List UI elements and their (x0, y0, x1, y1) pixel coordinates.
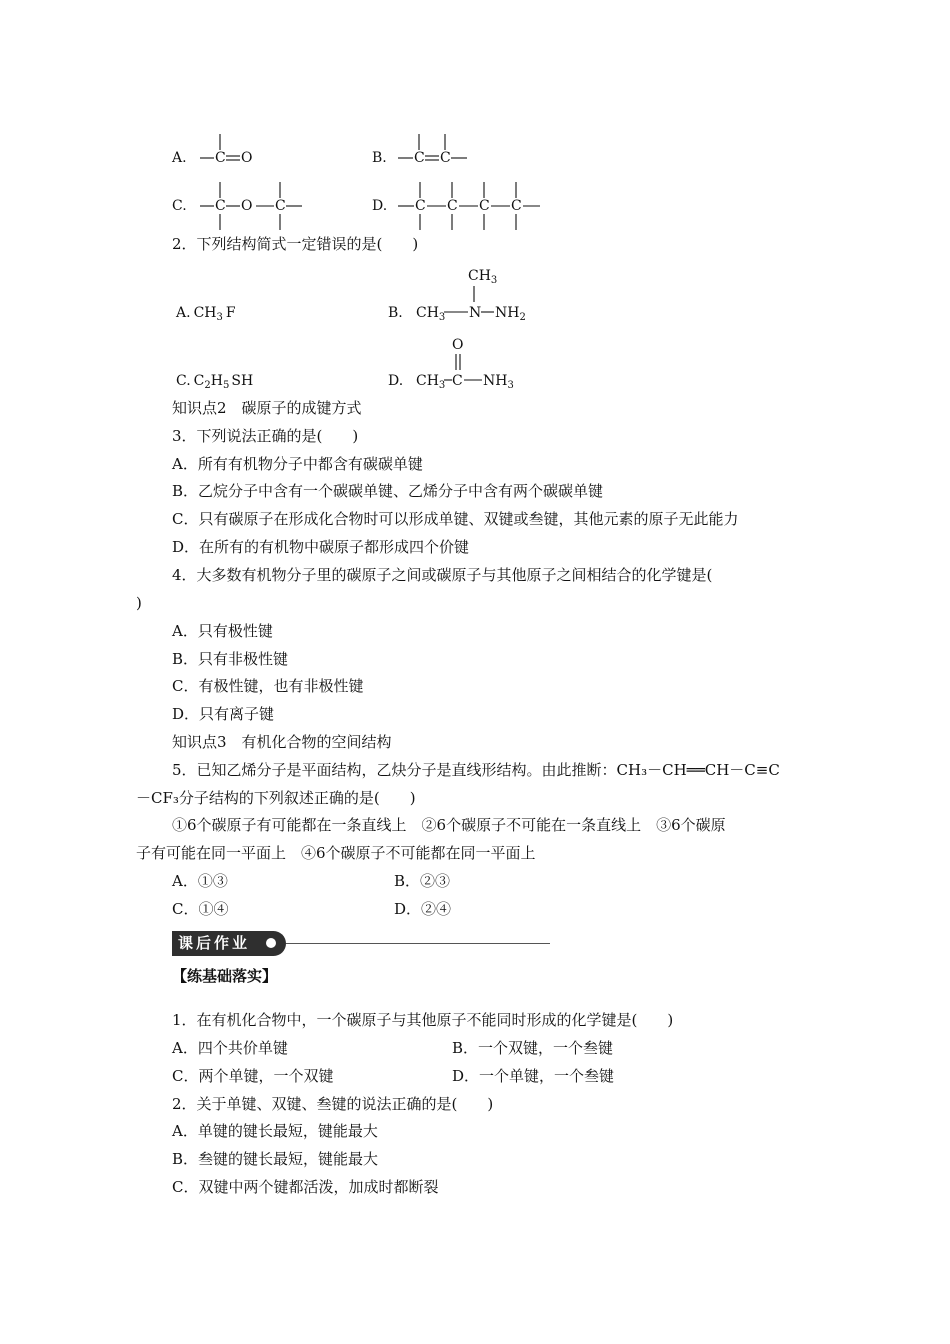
homework-title: 课后作业 (178, 934, 251, 952)
svg-text:C: C (215, 198, 226, 214)
q4-option-d: D．只有离子键 (172, 705, 275, 723)
svg-text:C: C (414, 150, 425, 166)
hw-q2-option-b: B．叁键的键长最短，键能最大 (172, 1150, 379, 1168)
svg-text:C: C (275, 198, 286, 214)
q4-option-a: A．只有极性键 (172, 622, 273, 640)
svg-text:A.CH3F: A. $CH_3$ F (176, 305, 236, 323)
q5-stem-line2: －CF₃分子结构的下列叙述正确的是( ) (136, 789, 416, 807)
q3-option-b: B．乙烷分子中含有一个碳碳单键、乙烯分子中含有两个碳碳单键 (172, 482, 604, 500)
q4-stem-line1: 4．大多数有机物分子里的碳原子之间或碳原子与其他原子之间相结合的化学键是( (172, 566, 713, 584)
q3-stem: 3．下列说法正确的是( ) (172, 427, 359, 445)
hw-q1-option-d: D．一个单键，一个叁键 (452, 1067, 615, 1085)
q2-stem: 2．下列结构简式一定错误的是( ) (172, 235, 419, 253)
q5-option-b: B．②③ (394, 872, 451, 890)
svg-text:C: C (215, 150, 226, 166)
q5-option-d: D．②④ (394, 900, 452, 918)
q5-statements-line1: ①6个碳原子有可能都在一条直线上 ②6个碳原子不可能在一条直线上 ③6个碳原 (172, 816, 726, 834)
svg-text:NH3: $NH_3$ (483, 373, 514, 391)
q1-a-label: A. (172, 150, 187, 166)
knowledge-point-3: 知识点3 有机化合物的空间结构 (172, 733, 392, 751)
svg-text:C: C (415, 198, 426, 214)
hw-q1-option-a: A．四个共价单键 (172, 1039, 288, 1057)
svg-text:C: C (479, 198, 490, 214)
q1-option-b (370, 130, 490, 170)
hw-q2-option-a: A．单键的键长最短，键能最大 (172, 1122, 378, 1140)
q1-option-a (170, 130, 280, 170)
hw-q1-stem: 1．在有机化合物中，一个碳原子与其他原子不能同时形成的化学键是( ) (172, 1011, 674, 1029)
svg-text:CH3: $CH_3$ (416, 373, 446, 391)
svg-text:D.: D. (388, 373, 404, 389)
q4-option-c: C．有极性键，也有非极性键 (172, 677, 364, 695)
q1-d-label: D. (372, 198, 388, 214)
svg-text:O: O (452, 337, 464, 353)
svg-text:CH3: $CH_3$ (468, 268, 498, 286)
svg-text:C: C (440, 150, 451, 166)
q3-option-c: C．只有碳原子在形成化合物时可以形成单键、双键或叁键，其他元素的原子无此能力 (172, 510, 739, 528)
q1-b-label: B. (372, 150, 387, 166)
q2-option-b (388, 262, 548, 326)
q2-option-c (176, 368, 276, 392)
q5-option-a: A．①③ (172, 872, 228, 890)
q3-option-d: D．在所有的有机物中碳原子都形成四个价键 (172, 538, 470, 556)
q1-option-d (370, 178, 550, 232)
homework-banner (172, 930, 552, 958)
hw-q1-option-b: B．一个双键，一个叁键 (452, 1039, 614, 1057)
q2-option-d (388, 332, 548, 394)
svg-text:C: C (447, 198, 458, 214)
hw-q1-option-c: C．两个单键，一个双键 (172, 1067, 334, 1085)
q2-option-a (176, 300, 266, 324)
hw-q2-stem: 2．关于单键、双键、叁键的说法正确的是( ) (172, 1095, 494, 1113)
svg-text:CH3: $CH_3$ (416, 305, 446, 323)
bullet-dot-icon (266, 938, 276, 948)
hw-q2-option-c: C．双键中两个键都活泼，加成时都断裂 (172, 1178, 439, 1196)
svg-text:N: N (469, 305, 482, 321)
knowledge-point-2: 知识点2 碳原子的成键方式 (172, 399, 362, 417)
svg-text:B.: B. (388, 305, 403, 321)
homework-section-title: 【练基础落实】 (172, 967, 278, 985)
q1-option-c (170, 178, 310, 232)
q4-option-b: B．只有非极性键 (172, 650, 289, 668)
q5-option-c: C．①④ (172, 900, 229, 918)
q5-stem-line1: 5．已知乙烯分子是平面结构，乙炔分子是直线形结构。由此推断：CH₃－CH══CH－C≡C (172, 761, 780, 779)
q1-a-oxygen: O (241, 150, 253, 166)
svg-text:C: C (452, 373, 463, 389)
q4-stem-line2: ) (136, 594, 142, 612)
q1-c-oxygen: O (241, 198, 253, 214)
q1-c-label: C. (172, 198, 187, 214)
svg-text:C: C (511, 198, 522, 214)
q5-statements-line2: 子有可能在同一平面上 ④6个碳原子不可能都在同一平面上 (136, 844, 536, 862)
banner-rule (286, 943, 550, 944)
svg-text:C.C2H5SH: C. $C_2H_5$ SH (176, 373, 254, 391)
svg-text:NH2: $NH_2$ (495, 305, 526, 323)
q3-option-a: A．所有有机物分子中都含有碳碳单键 (172, 455, 423, 473)
